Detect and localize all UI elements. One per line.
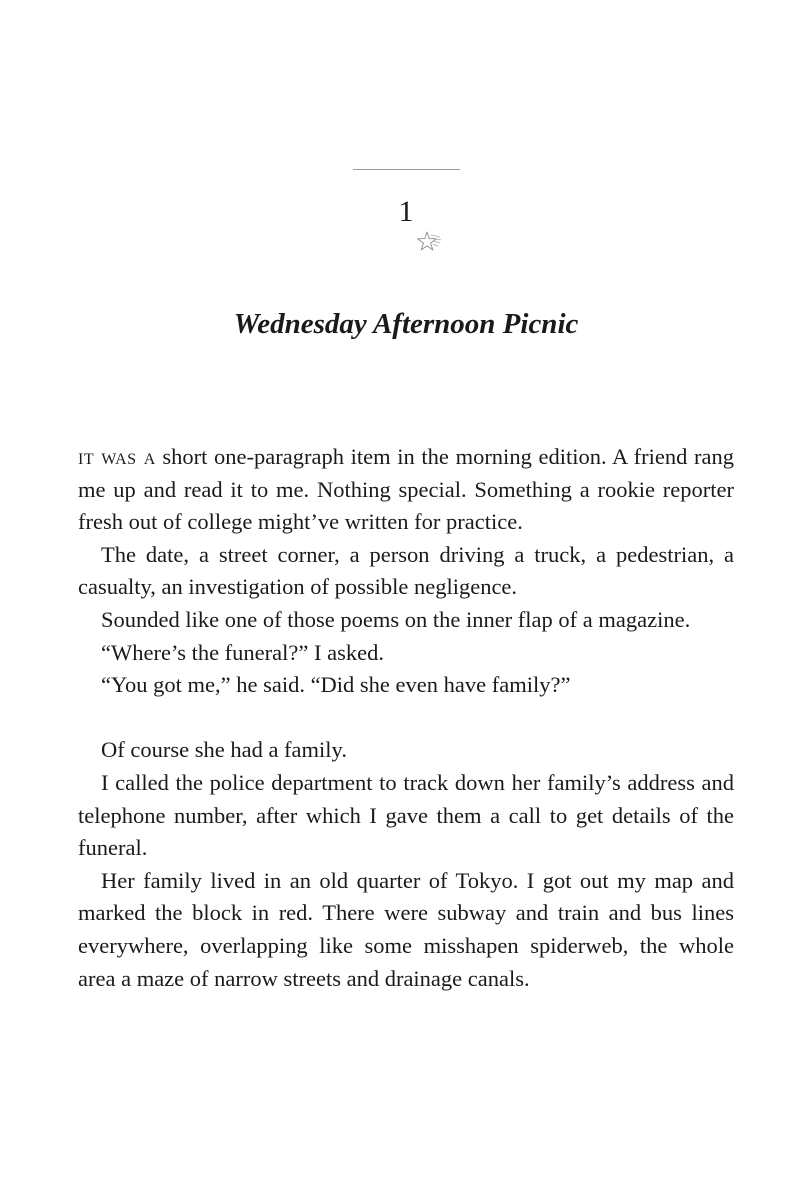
star-ornament-icon: [416, 231, 442, 253]
paragraph-4: “Where’s the funeral?” I asked.: [101, 639, 384, 665]
paragraph-7: I called the police department to track down her family’s address and telephone number, after which I gave them a call to get details of the funeral.: [78, 769, 734, 861]
chapter-divider-rule: [353, 169, 460, 170]
paragraph-5: “You got me,” he said. “Did she even have family?”: [101, 672, 571, 698]
chapter-body: [78, 441, 734, 995]
opening-smallcaps: it was a: [78, 444, 156, 469]
paragraph-6: Of course she had a family.: [101, 737, 347, 763]
paragraph-1: [78, 441, 734, 539]
paragraph-3: Sounded like one of those poems on the inner flap of a magazine.: [101, 606, 691, 632]
paragraph-8: Her family lived in an old quarter of Tokyo. I got out my map and marked the block in red. There were subway and train and bus lines everywhere, overlapping like some misshapen spiderweb, the whole area a maze of narrow streets and drainage canals.: [78, 867, 734, 991]
chapter-number: 1: [398, 195, 414, 228]
chapter-title: Wednesday Afternoon Picnic: [233, 308, 579, 340]
paragraph-text: short one-paragraph item in the morning edition. A friend rang me up and read it to me. Nothing special. Something a rookie reporter fresh out of college might’ve written for practice.: [78, 444, 735, 535]
paragraph-2: The date, a street corner, a person driving a truck, a pedestrian, a casualty, an investigation of possible negligence.: [78, 541, 734, 600]
